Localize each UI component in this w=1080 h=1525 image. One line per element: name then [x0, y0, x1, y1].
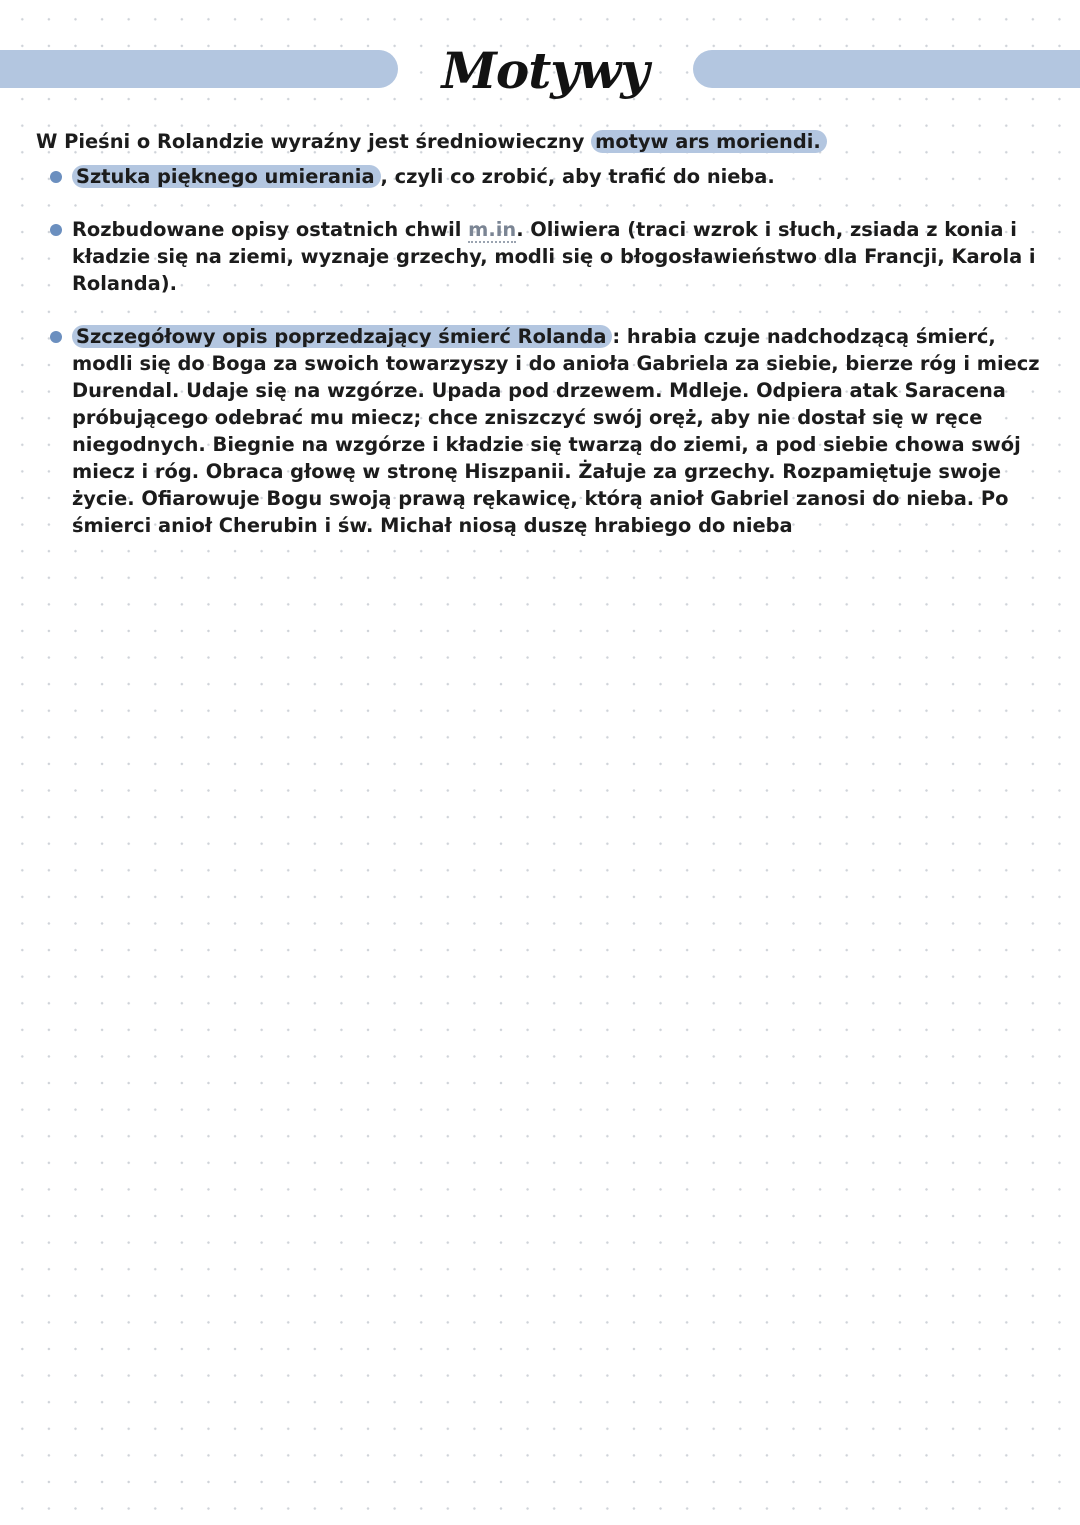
bullet-text: , czyli co zrobić, aby trafić do nieba. — [380, 165, 775, 188]
title-banner-left — [0, 50, 398, 88]
intro-text: W Pieśni o Rolandzie wyraźny jest średniowieczny — [36, 130, 592, 153]
bullet-highlight: Sztuka pięknego umierania — [72, 165, 381, 188]
bullet-text: Rozbudowane opisy ostatnich chwil — [72, 218, 469, 241]
abbreviation: m.in — [468, 218, 517, 241]
bullet-text: : hrabia czuje nadchodzącą śmierć, modli się do Boga za swoich towarzyszy i do anioła Gabriela za siebie, bierze róg i miecz Durendal. Udaje się na wzgórze. Upada pod drzewem. Mdleje. Odpiera atak Saracena próbującego odebrać mu miecz; chce zniszczyć swój oręż, aby nie dostał się w ręce niegodnych. Biegnie na wzgórze i kładzie się twarzą do ziemi, a pod siebie chowa swój miecz i róg. Obraca głowę w stronę Hiszpanii. Żałuje za grzechy. Rozpamiętuje swoje życie. Ofiarowuje Bogu swoją prawą rękawicę, którą anioł Gabriel zanosi do nieba. Po śmierci anioł Cherubin i św. Michał niosą duszę hrabiego do nieba — [72, 325, 1040, 537]
bullet-highlight: Szczegółowy opis poprzedzający śmierć Rolanda — [72, 325, 612, 348]
bullet-item-roland — [36, 323, 1041, 539]
page-title: Motywy — [441, 41, 649, 100]
bullet-item-oliwier — [36, 216, 1041, 297]
bullet-text: . Oliwiera (traci wzrok i słuch, zsiada z konia i kładzie się na ziemi, wyznaje grzechy, modli się o błogosławieństwo dla Francji, Karola i Rolanda). — [72, 218, 1036, 295]
notes-content — [36, 128, 1041, 539]
title-banner-right — [693, 50, 1080, 88]
bullet-dot-icon — [50, 331, 62, 343]
bullet-dot-icon — [50, 224, 62, 236]
bullet-dot-icon — [50, 171, 62, 183]
intro-line — [36, 128, 1041, 155]
intro-highlight: motyw ars moriendi. — [591, 130, 827, 153]
bullet-item-ars-moriendi — [36, 163, 1041, 190]
